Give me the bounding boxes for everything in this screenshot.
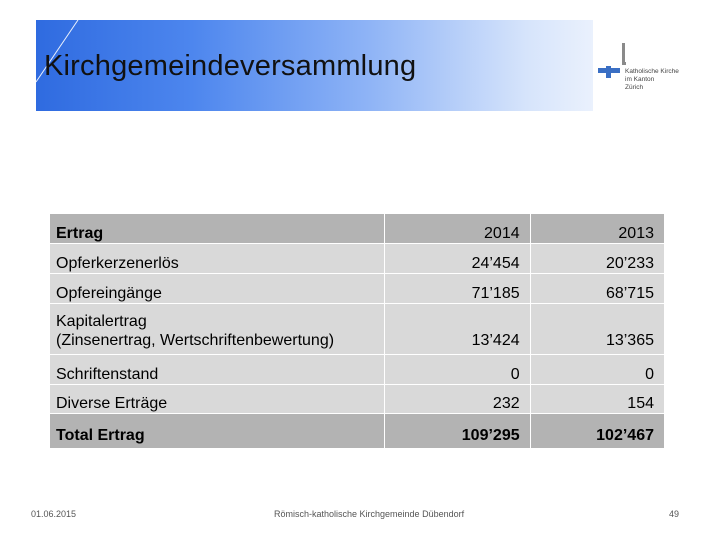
row-label <box>50 304 385 355</box>
table-header-row <box>50 214 665 244</box>
church-logo <box>596 40 696 100</box>
total-value-2014: 109’295 <box>384 414 530 449</box>
row-value-2013: 20’233 <box>530 244 664 274</box>
cross-logo-icon <box>596 40 626 80</box>
page-title: Kirchgemeindeversammlung <box>44 50 417 82</box>
table-total-row <box>50 414 665 449</box>
row-value-2014: 13’424 <box>384 304 530 355</box>
table-row <box>50 385 665 414</box>
title-banner <box>36 20 593 111</box>
row-label-line: Kapitalertrag <box>56 313 147 330</box>
row-value-2014: 24’454 <box>384 244 530 274</box>
row-label-line: (Zinsenertrag, Wertschriftenbewertung) <box>56 332 335 349</box>
logo-text-line: Katholische Kirche <box>625 68 679 75</box>
table-row <box>50 304 665 355</box>
row-value-2013: 0 <box>530 355 664 385</box>
row-value-2013: 68’715 <box>530 274 664 304</box>
row-label: Opferkerzenerlös <box>50 244 385 274</box>
logo-text-line: im Kanton <box>625 76 655 83</box>
row-value-2014: 232 <box>384 385 530 414</box>
revenue-table <box>49 213 665 449</box>
row-label: Schriftenstand <box>50 355 385 385</box>
page-number: 49 <box>669 509 680 519</box>
header-category: Ertrag <box>50 214 385 244</box>
header-year-2014: 2014 <box>384 214 530 244</box>
header-year-2013: 2013 <box>530 214 664 244</box>
row-label: Diverse Erträge <box>50 385 385 414</box>
total-label: Total Ertrag <box>50 414 385 449</box>
logo-wordmark <box>625 68 679 92</box>
table-row <box>50 244 665 274</box>
footer-organization: Römisch-katholische Kirchgemeinde Dübendorf <box>274 509 465 519</box>
footer-date: 01.06.2015 <box>31 509 77 519</box>
table-row <box>50 274 665 304</box>
row-value-2013: 154 <box>530 385 664 414</box>
row-label: Opfereingänge <box>50 274 385 304</box>
row-value-2014: 71’185 <box>384 274 530 304</box>
row-value-2013: 13’365 <box>530 304 664 355</box>
total-value-2013: 102’467 <box>530 414 664 449</box>
logo-text-line: Zürich <box>625 84 644 91</box>
row-value-2014: 0 <box>384 355 530 385</box>
table-row <box>50 355 665 385</box>
